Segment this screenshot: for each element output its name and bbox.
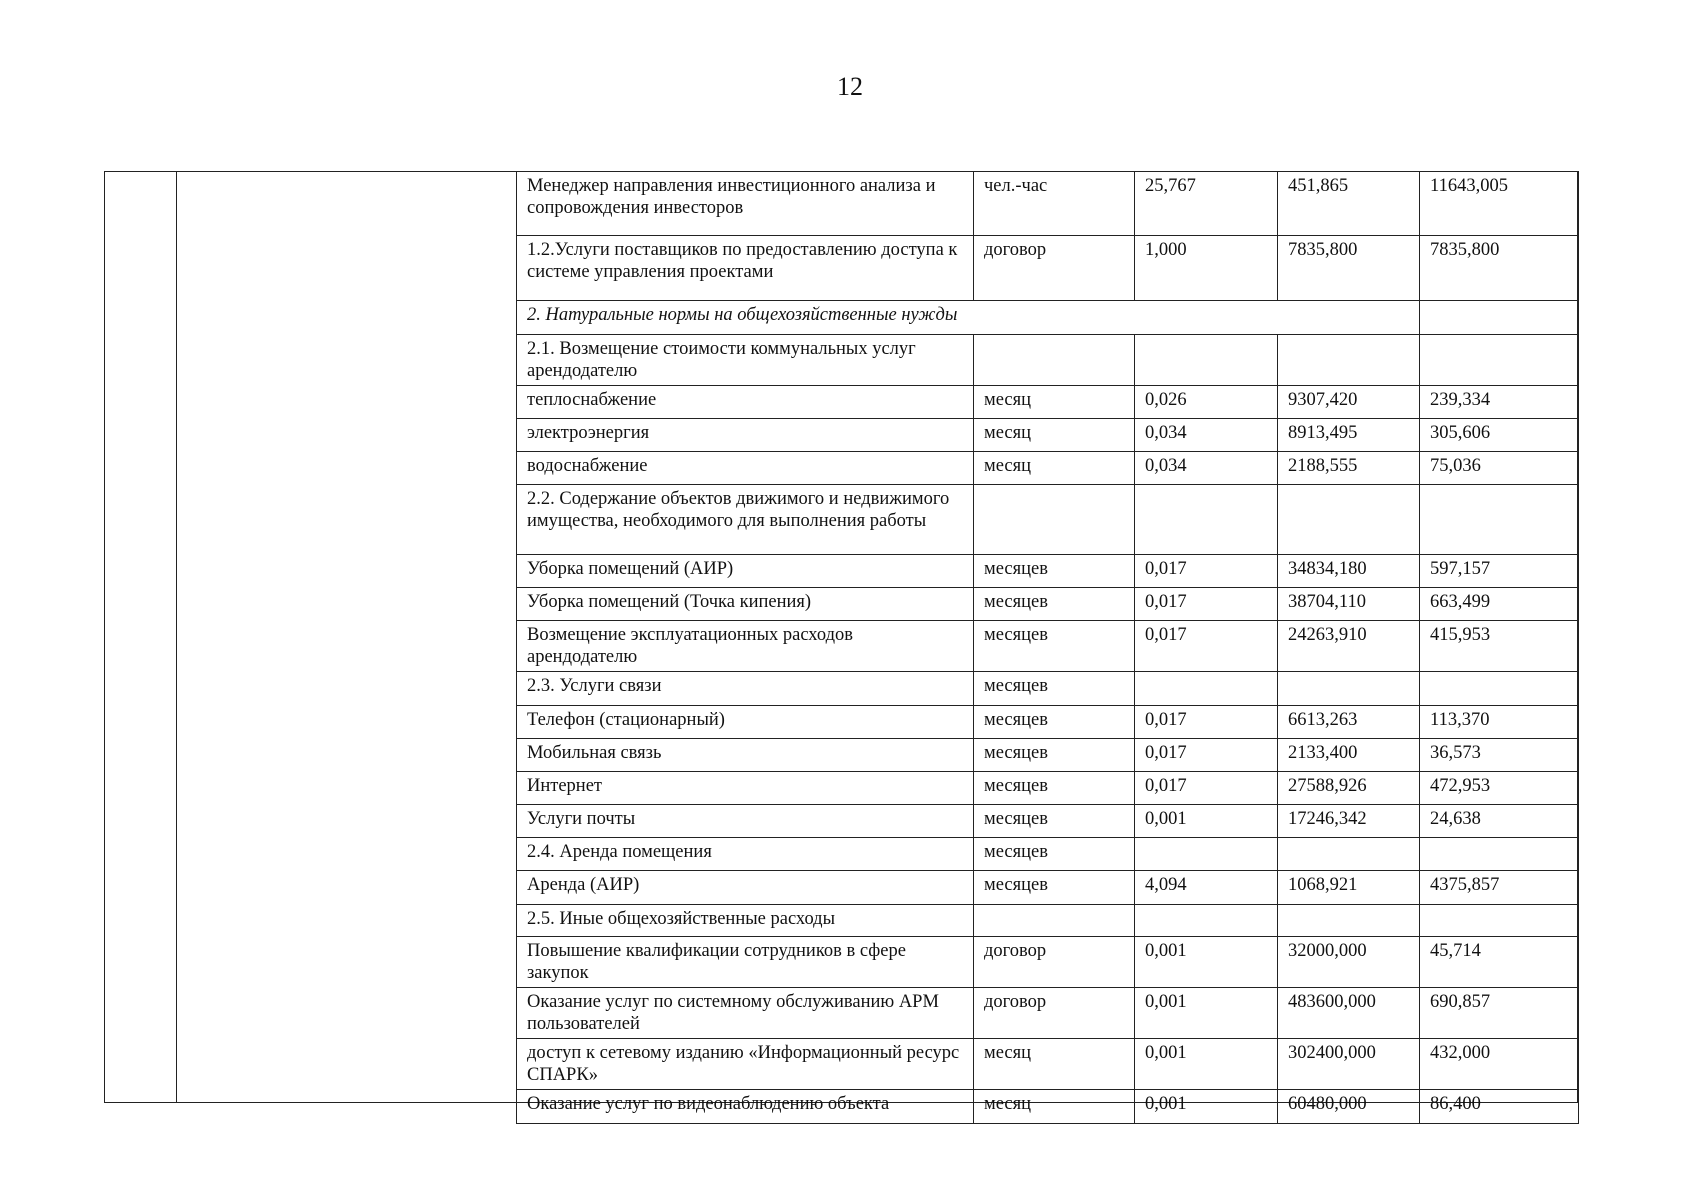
name-cell: Аренда (АИР) [517, 871, 974, 905]
name-cell: Уборка помещений (АИР) [517, 555, 974, 588]
quantity-cell: 0,017 [1135, 706, 1278, 739]
price-cell: 17246,342 [1278, 805, 1420, 838]
name-cell: Телефон (стационарный) [517, 706, 974, 739]
table-row [517, 871, 1579, 905]
name-cell: Повышение квалификации сотрудников в сфере закупок [517, 937, 974, 988]
unit-cell: месяцев [974, 555, 1135, 588]
table-body [517, 172, 1579, 1124]
quantity-cell: 4,094 [1135, 871, 1278, 905]
name-cell: Мобильная связь [517, 739, 974, 772]
name-cell: 2.3. Услуги связи [517, 672, 974, 706]
quantity-cell: 0,001 [1135, 988, 1278, 1039]
table-row [517, 838, 1579, 871]
table-row [517, 419, 1579, 452]
table-row [517, 172, 1579, 236]
table-row [517, 805, 1579, 838]
name-cell: Услуги почты [517, 805, 974, 838]
unit-cell [974, 905, 1135, 937]
price-cell: 2133,400 [1278, 739, 1420, 772]
quantity-cell: 0,017 [1135, 555, 1278, 588]
name-cell: Оказание услуг по системному обслуживанию АРМ пользователей [517, 988, 974, 1039]
total-cell: 663,499 [1420, 588, 1579, 621]
price-cell: 7835,800 [1278, 236, 1420, 301]
unit-cell [974, 335, 1135, 386]
table-row [517, 555, 1579, 588]
total-cell: 597,157 [1420, 555, 1579, 588]
unit-cell: месяцев [974, 621, 1135, 672]
column-divider [176, 171, 177, 1103]
total-cell [1420, 905, 1579, 937]
table-row [517, 937, 1579, 988]
price-cell: 60480,000 [1278, 1090, 1420, 1124]
table-row [517, 672, 1579, 706]
unit-cell: месяцев [974, 871, 1135, 905]
total-cell [1420, 335, 1579, 386]
table-row [517, 1090, 1579, 1124]
name-cell: доступ к сетевому изданию «Информационный ресурс СПАРК» [517, 1039, 974, 1090]
total-cell [1420, 838, 1579, 871]
total-cell: 472,953 [1420, 772, 1579, 805]
name-cell: Интернет [517, 772, 974, 805]
name-cell: водоснабжение [517, 452, 974, 485]
unit-cell: месяц [974, 386, 1135, 419]
unit-cell: договор [974, 988, 1135, 1039]
total-cell: 113,370 [1420, 706, 1579, 739]
name-cell: Уборка помещений (Точка кипения) [517, 588, 974, 621]
page-number: 12 [837, 72, 863, 101]
quantity-cell [1135, 485, 1278, 555]
price-cell [1278, 672, 1420, 706]
price-cell: 32000,000 [1278, 937, 1420, 988]
quantity-cell: 0,026 [1135, 386, 1278, 419]
price-cell: 38704,110 [1278, 588, 1420, 621]
unit-cell: месяц [974, 452, 1135, 485]
price-cell: 34834,180 [1278, 555, 1420, 588]
price-cell: 451,865 [1278, 172, 1420, 236]
total-cell: 11643,005 [1420, 172, 1579, 236]
quantity-cell: 25,767 [1135, 172, 1278, 236]
total-cell: 75,036 [1420, 452, 1579, 485]
quantity-cell [1135, 905, 1278, 937]
table-row [517, 588, 1579, 621]
quantity-cell: 0,017 [1135, 739, 1278, 772]
name-cell: Оказание услуг по видеонаблюдению объекта [517, 1090, 974, 1124]
unit-cell: месяцев [974, 805, 1135, 838]
name-cell: 2.4. Аренда помещения [517, 838, 974, 871]
total-cell [1420, 485, 1579, 555]
total-cell: 305,606 [1420, 419, 1579, 452]
quantity-cell: 0,001 [1135, 1039, 1278, 1090]
total-cell [1420, 301, 1579, 335]
name-cell: Возмещение эксплуатационных расходов арендодателю [517, 621, 974, 672]
table-row [517, 706, 1579, 739]
section-row [517, 301, 1579, 335]
quantity-cell: 0,034 [1135, 419, 1278, 452]
price-cell: 2188,555 [1278, 452, 1420, 485]
price-cell: 9307,420 [1278, 386, 1420, 419]
quantity-cell: 0,017 [1135, 621, 1278, 672]
price-cell: 1068,921 [1278, 871, 1420, 905]
unit-cell: месяцев [974, 772, 1135, 805]
price-cell [1278, 485, 1420, 555]
quantity-cell: 0,001 [1135, 937, 1278, 988]
price-cell: 302400,000 [1278, 1039, 1420, 1090]
unit-cell: договор [974, 937, 1135, 988]
price-cell [1278, 838, 1420, 871]
unit-cell [974, 485, 1135, 555]
price-cell [1278, 905, 1420, 937]
total-cell: 4375,857 [1420, 871, 1579, 905]
unit-cell: месяцев [974, 739, 1135, 772]
table-row [517, 988, 1579, 1039]
quantity-cell [1135, 838, 1278, 871]
price-cell: 483600,000 [1278, 988, 1420, 1039]
table-row [517, 452, 1579, 485]
quantity-cell: 0,017 [1135, 588, 1278, 621]
name-cell: Менеджер направления инвестиционного анализа и сопровождения инвесторов [517, 172, 974, 236]
total-cell: 7835,800 [1420, 236, 1579, 301]
name-cell: 2.2. Содержание объектов движимого и недвижимого имущества, необходимого для выполнения работы [517, 485, 974, 555]
unit-cell: договор [974, 236, 1135, 301]
table-row [517, 485, 1579, 555]
name-cell: 2.1. Возмещение стоимости коммунальных услуг арендодателю [517, 335, 974, 386]
total-cell [1420, 672, 1579, 706]
unit-cell: чел.-час [974, 172, 1135, 236]
table-row [517, 905, 1579, 937]
unit-cell: месяц [974, 1039, 1135, 1090]
quantity-cell: 0,001 [1135, 805, 1278, 838]
table-row [517, 621, 1579, 672]
total-cell: 24,638 [1420, 805, 1579, 838]
unit-cell: месяц [974, 1090, 1135, 1124]
total-cell: 86,400 [1420, 1090, 1579, 1124]
name-cell: 1.2.Услуги поставщиков по предоставлению доступа к системе управления проектами [517, 236, 974, 301]
norms-table [516, 171, 1579, 1124]
unit-cell: месяц [974, 419, 1135, 452]
name-cell: 2.5. Иные общехозяйственные расходы [517, 905, 974, 937]
price-cell: 27588,926 [1278, 772, 1420, 805]
table-row [517, 335, 1579, 386]
table-row [517, 772, 1579, 805]
price-cell: 24263,910 [1278, 621, 1420, 672]
unit-cell: месяцев [974, 588, 1135, 621]
unit-cell: месяцев [974, 706, 1135, 739]
quantity-cell [1135, 335, 1278, 386]
quantity-cell: 1,000 [1135, 236, 1278, 301]
price-cell: 8913,495 [1278, 419, 1420, 452]
name-cell: теплоснабжение [517, 386, 974, 419]
name-cell: электроэнергия [517, 419, 974, 452]
unit-cell: месяцев [974, 672, 1135, 706]
quantity-cell [1135, 672, 1278, 706]
total-cell: 432,000 [1420, 1039, 1579, 1090]
total-cell: 36,573 [1420, 739, 1579, 772]
price-cell: 6613,263 [1278, 706, 1420, 739]
quantity-cell: 0,034 [1135, 452, 1278, 485]
total-cell: 239,334 [1420, 386, 1579, 419]
total-cell: 45,714 [1420, 937, 1579, 988]
table-row [517, 1039, 1579, 1090]
quantity-cell: 0,001 [1135, 1090, 1278, 1124]
total-cell: 690,857 [1420, 988, 1579, 1039]
quantity-cell: 0,017 [1135, 772, 1278, 805]
total-cell: 415,953 [1420, 621, 1579, 672]
section-title: 2. Натуральные нормы на общехозяйственные нужды [517, 301, 1420, 335]
table-row [517, 739, 1579, 772]
price-cell [1278, 335, 1420, 386]
unit-cell: месяцев [974, 838, 1135, 871]
table-row [517, 386, 1579, 419]
table-row [517, 236, 1579, 301]
